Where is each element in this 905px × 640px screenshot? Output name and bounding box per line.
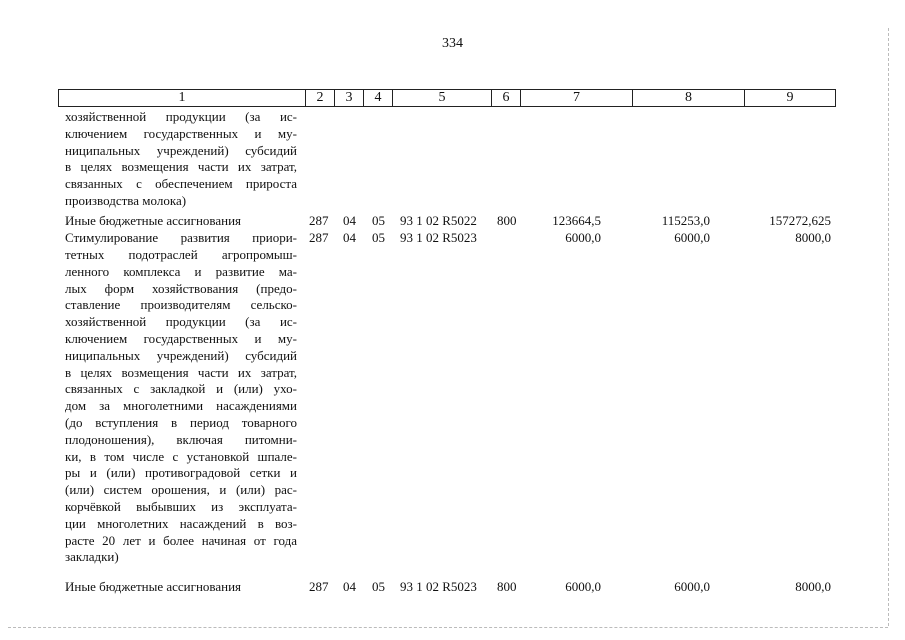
row-code-4: 05 bbox=[372, 230, 385, 245]
header-col-7: 7 bbox=[521, 90, 633, 107]
description-line: тетных подотраслей агропромыш- bbox=[65, 247, 297, 262]
row-name: Иные бюджетные ассигнования bbox=[65, 579, 242, 594]
description-line: ции многолетних насаждений в воз- bbox=[65, 515, 297, 531]
description-line: в целях возмещения части их затрат, bbox=[65, 364, 297, 380]
header-col-9: 9 bbox=[745, 90, 836, 107]
continued-description bbox=[65, 109, 297, 210]
header-col-8: 8 bbox=[633, 90, 745, 107]
row-code-3: 04 bbox=[343, 579, 356, 594]
row-code-2: 287 bbox=[309, 230, 329, 245]
header-col-3: 3 bbox=[335, 90, 364, 107]
row-code-5: 93 1 02 R5022 bbox=[400, 213, 477, 228]
description-line: связанных с обеспечением прироста bbox=[65, 176, 297, 192]
description-line: корчёвкой выбывших из эксплуата- bbox=[65, 498, 297, 514]
description-line: производства молока) bbox=[65, 192, 187, 208]
row-name: Иные бюджетные ассигнования bbox=[65, 213, 242, 228]
row-value-8: 6000,0 bbox=[674, 230, 710, 245]
row-description bbox=[65, 247, 297, 566]
description-line: ниципальных учреждений) субсидий bbox=[65, 347, 297, 363]
description-line: расте 20 лет и более начиная от года bbox=[65, 532, 297, 548]
column-header-row bbox=[58, 89, 836, 107]
row-code-4: 05 bbox=[372, 213, 385, 228]
row-value-8: 115253,0 bbox=[661, 213, 710, 228]
description-line: ключением государственных и му- bbox=[65, 125, 297, 141]
row-code-6: 800 bbox=[497, 579, 517, 594]
row-code-6: 800 bbox=[497, 213, 517, 228]
row-value-9: 8000,0 bbox=[795, 579, 831, 594]
page-number: 334 bbox=[442, 36, 463, 51]
description-line: ленного комплекса и развитие ма- bbox=[65, 263, 297, 279]
row-value-7: 6000,0 bbox=[565, 579, 601, 594]
table-row bbox=[65, 213, 855, 229]
page-edge-bottom bbox=[8, 627, 888, 628]
row-value-9: 157272,625 bbox=[769, 213, 831, 228]
description-line: ниципальных учреждений) субсидий bbox=[65, 142, 297, 158]
row-value-7: 123664,5 bbox=[552, 213, 601, 228]
description-line: (или) систем орошения, и (или) рас- bbox=[65, 482, 297, 498]
row-code-2: 287 bbox=[309, 579, 329, 594]
row-name: Стимулирование развития приори- bbox=[65, 230, 297, 245]
header-col-1: 1 bbox=[59, 90, 306, 107]
row-code-3: 04 bbox=[343, 230, 356, 245]
description-line: (до вступления в период товарного bbox=[65, 414, 297, 430]
row-code-5: 93 1 02 R5023 bbox=[400, 579, 477, 594]
description-line: лых форм хозяйствования (предо- bbox=[65, 280, 297, 296]
page-edge-right bbox=[888, 28, 889, 626]
description-line: ки, в том числе с установкой шпале- bbox=[65, 448, 297, 464]
header-col-5: 5 bbox=[393, 90, 492, 107]
header-col-4: 4 bbox=[364, 90, 393, 107]
header-col-2: 2 bbox=[306, 90, 335, 107]
description-line: хозяйственной продукции (за ис- bbox=[65, 314, 297, 330]
description-line: плодоношения), включая питомни- bbox=[65, 431, 297, 447]
description-line: ставление производителям сельско- bbox=[65, 297, 297, 313]
description-line: дом за многолетними насаждениями bbox=[65, 398, 297, 414]
row-code-4: 05 bbox=[372, 579, 385, 594]
row-value-8: 6000,0 bbox=[674, 579, 710, 594]
row-code-3: 04 bbox=[343, 213, 356, 228]
description-line: хозяйственной продукции (за ис- bbox=[65, 109, 297, 124]
row-value-9: 8000,0 bbox=[795, 230, 831, 245]
description-line: ры и (или) противоградовой сетки и bbox=[65, 465, 297, 481]
row-code-5: 93 1 02 R5023 bbox=[400, 230, 477, 245]
row-code-2: 287 bbox=[309, 213, 329, 228]
description-line: закладки) bbox=[65, 549, 119, 565]
table-row bbox=[65, 230, 855, 246]
description-line: ключением государственных и му- bbox=[65, 330, 297, 346]
table-row bbox=[65, 579, 855, 595]
row-value-7: 6000,0 bbox=[565, 230, 601, 245]
description-line: связанных с закладкой и (или) ухо- bbox=[65, 381, 297, 397]
header-col-6: 6 bbox=[492, 90, 521, 107]
description-line: в целях возмещения части их затрат, bbox=[65, 159, 297, 175]
